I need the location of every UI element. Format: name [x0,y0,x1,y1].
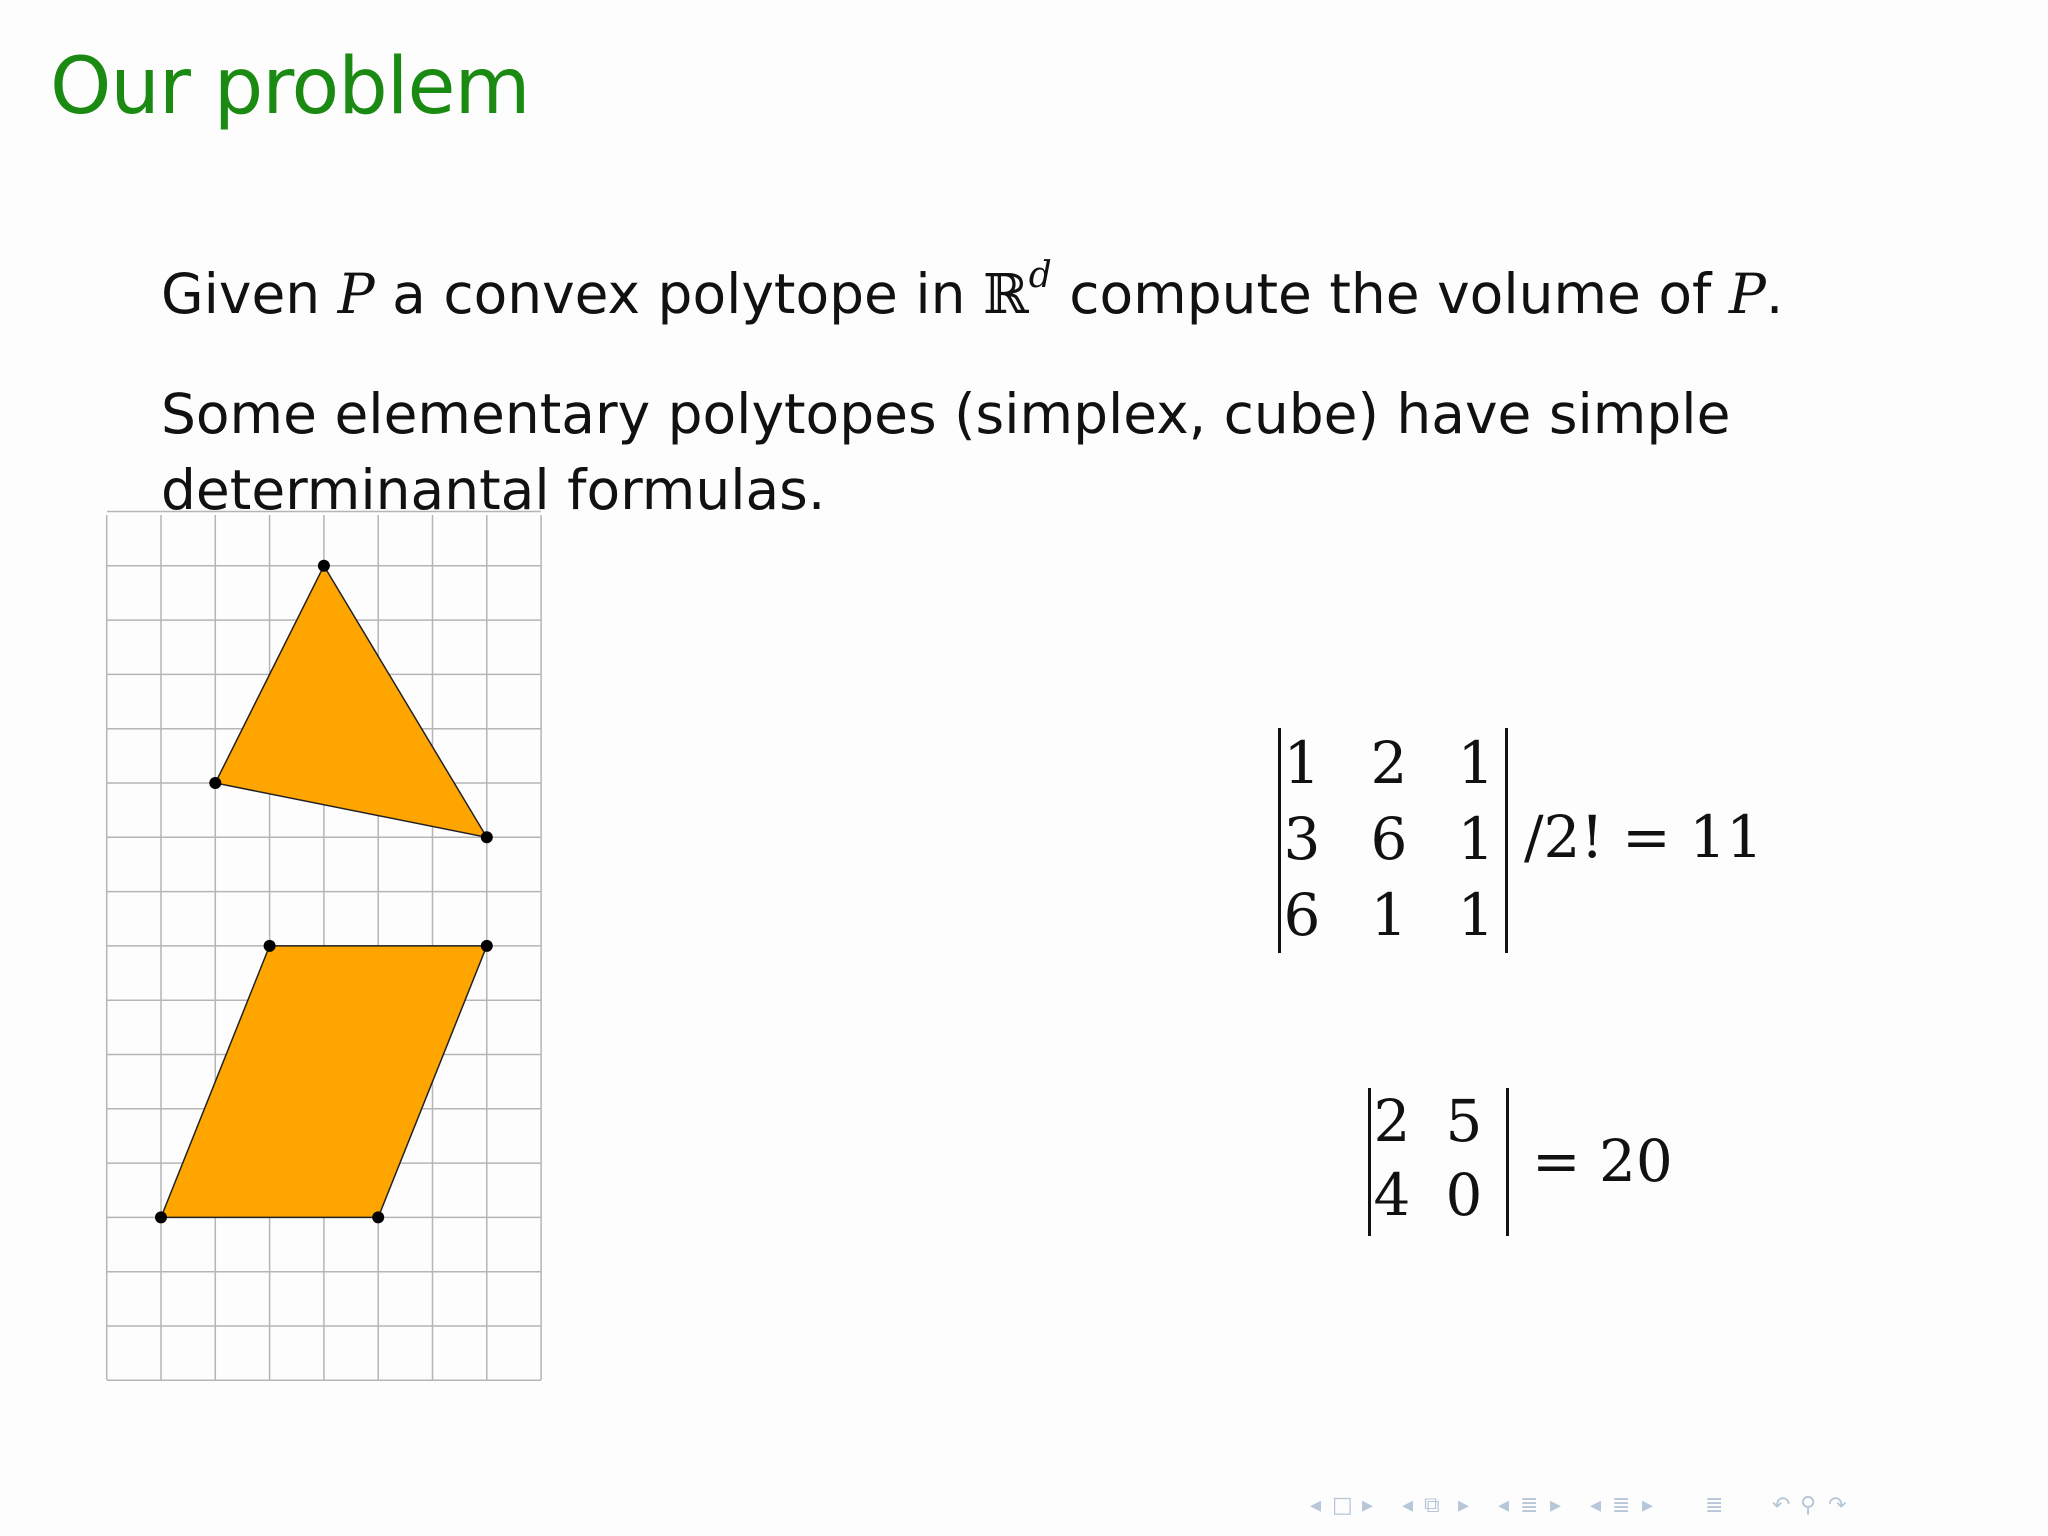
appendix-icon[interactable]: ≣ [1705,1493,1724,1518]
determinant-right-bar [1506,1088,1509,1236]
search-icon[interactable]: ⚲ [1800,1493,1817,1518]
statement-text-3: compute the volume of [1069,262,1712,326]
matrix-entry: 6 [1283,881,1321,949]
matrix-entry: 2 [1373,1087,1411,1155]
matrix-entry: 1 [1283,729,1321,797]
real-space-symbol: ℝ [983,262,1029,326]
slide-title: Our problem [50,42,530,132]
polytope-symbol: P [337,262,375,326]
forward-icon[interactable]: ↷ [1828,1493,1847,1518]
statement-text-2: a convex polytope in [392,262,966,326]
document-icon[interactable]: ≣ [1612,1493,1631,1518]
subsection-icon[interactable]: ⧉ [1424,1493,1440,1518]
triangle-determinant [1272,728,1832,958]
vertex-dot [481,831,493,843]
vertex-dot [318,560,330,572]
nav-right-arrow-icon[interactable]: ▸ [1362,1493,1374,1518]
nav-right-arrow-icon[interactable]: ▸ [1642,1493,1654,1518]
determinant-result: = 20 [1532,1127,1673,1195]
matrix-entry: 1 [1370,881,1408,949]
nav-left-arrow-icon[interactable]: ◂ [1498,1493,1510,1518]
determinant-result: /2! = 11 [1524,803,1764,871]
matrix-entry: 1 [1457,881,1495,949]
matrix-entry: 2 [1370,729,1408,797]
section-icon[interactable]: ≣ [1520,1493,1539,1518]
statement-period: . [1765,262,1784,326]
beamer-navigation-bar [1310,1488,2030,1524]
frame-icon[interactable]: □ [1332,1493,1353,1518]
polytope-symbol-2: P [1728,262,1766,326]
nav-left-arrow-icon[interactable]: ◂ [1402,1493,1414,1518]
note-line-1: Some elementary polytopes (simplex, cube) have simple [161,382,1731,446]
vertex-dot [481,940,493,952]
nav-left-arrow-icon[interactable]: ◂ [1310,1493,1322,1518]
parallelogram-cube [161,946,487,1218]
matrix-entry: 1 [1457,729,1495,797]
matrix-entry: 4 [1373,1161,1411,1229]
triangle-simplex [215,566,487,838]
matrix-entry: 6 [1370,805,1408,873]
vertex-dot [209,777,221,789]
nav-left-arrow-icon[interactable]: ◂ [1590,1493,1602,1518]
matrix-entry: 5 [1445,1087,1483,1155]
statement-text-1: Given [161,262,321,326]
parallelogram-determinant [1362,1088,1692,1238]
matrix-entry: 3 [1283,805,1321,873]
nav-right-arrow-icon[interactable]: ▸ [1550,1493,1562,1518]
back-icon[interactable]: ↶ [1772,1493,1791,1518]
matrix-entry: 1 [1457,805,1495,873]
dimension-exponent: d [1028,255,1052,296]
vertex-dot [264,940,276,952]
note-line-2: determinantal formulas. [161,458,826,522]
nav-right-arrow-icon[interactable]: ▸ [1458,1493,1470,1518]
matrix-entry: 0 [1445,1161,1483,1229]
vertex-dot [372,1211,384,1223]
vertex-dot [155,1211,167,1223]
